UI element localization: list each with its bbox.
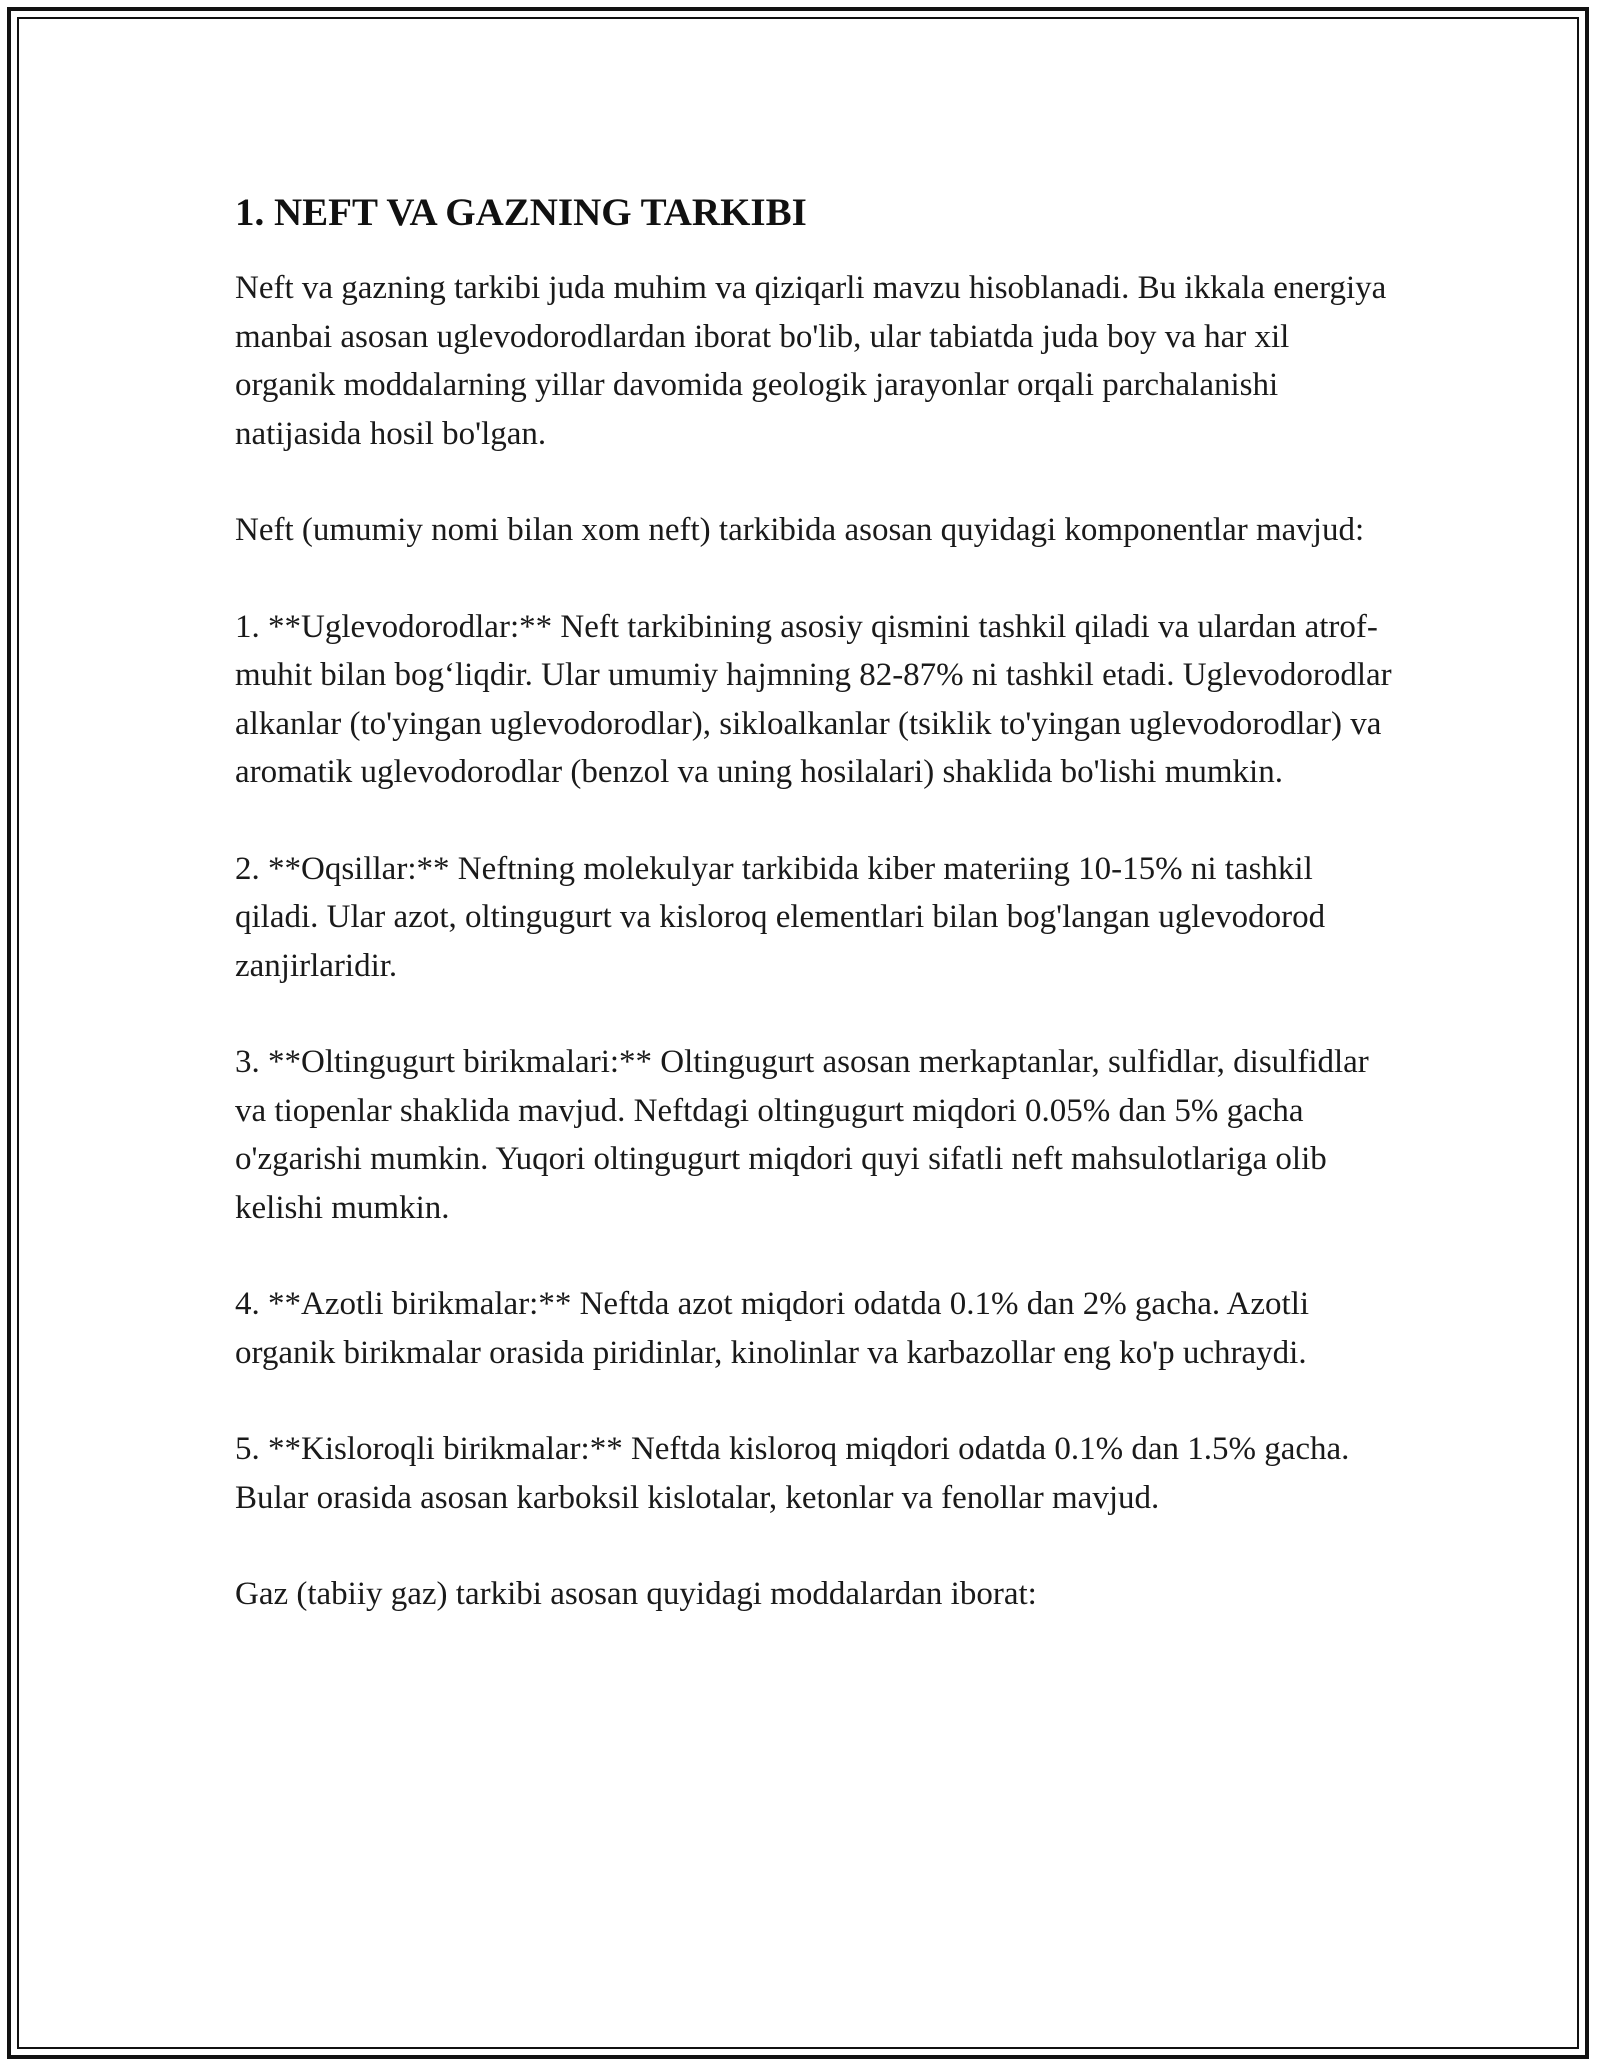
list-item-sulfur-compounds: 3. **Oltingugurt birikmalari:** Oltingugurt asosan merkaptanlar, sulfidlar, disulfidlar va tiopenlar shaklida mavjud. Neftdagi oltingugurt miqdori 0.05% dan 5% gacha o'zgarishi mumkin. Yuqori oltingugurt miqdori quyi sifatli neft mahsulotlariga olib kelishi mumkin. bbox=[235, 1044, 1369, 1226]
list-item-hydrocarbons: 1. **Uglevodorodlar:** Neft tarkibining asosiy qismini tashkil qiladi va ulardan atrof-muhit bilan bog‘liqdir. Ular umumiy hajmning 82-87% ni tashkil etadi. Uglevodorodlar alkanlar (to'yingan uglevodorodlar), sikloalkanlar (tsiklik to'yingan uglevodorodlar) va aromatik uglevodorodlar (benzol va uning hosilalari) shaklida bo'lishi mumkin. bbox=[235, 608, 1392, 790]
list-item-oxygen-compounds: 5. **Kisloroqli birikmalar:** Neftda kisloroq miqdori odatda 0.1% dan 1.5% gacha. Bular orasida asosan karboksil kislotalar, ketonlar va fenollar mavjud. bbox=[235, 1431, 1350, 1516]
list-item-nitrogen-compounds: 4. **Azotli birikmalar:** Neftda azot miqdori odatda 0.1% dan 2% gacha. Azotli organik birikmalar orasida piridinlar, kinolinlar va karbazollar eng ko'p uchraydi. bbox=[235, 1286, 1310, 1371]
intro-paragraph: Neft va gazning tarkibi juda muhim va qiziqarli mavzu hisoblanadi. Bu ikkala energiya manbai asosan uglevodorodlardan iborat bo'lib, ular tabiatda juda boy va har xil organik moddalarning yillar davomida geologik jarayonlar orqali parchalanishi natijasida hosil bo'lgan. bbox=[235, 270, 1387, 452]
gas-composition-intro: Gaz (tabiiy gaz) tarkibi asosan quyidagi moddalardan iborat: bbox=[235, 1576, 1037, 1612]
document-body bbox=[235, 188, 1395, 1619]
document-title: 1. NEFT VA GAZNING TARKIBI bbox=[235, 191, 807, 234]
list-item-proteins: 2. **Oqsillar:** Neftning molekulyar tarkibida kiber materiing 10-15% ni tashkil qiladi. Ular azot, oltingugurt va kisloroq elementlari bilan bog'langan uglevodorod zanjirlaridir. bbox=[235, 850, 1326, 984]
oil-components-intro: Neft (umumiy nomi bilan xom neft) tarkibida asosan quyidagi komponentlar mavjud: bbox=[235, 512, 1365, 548]
